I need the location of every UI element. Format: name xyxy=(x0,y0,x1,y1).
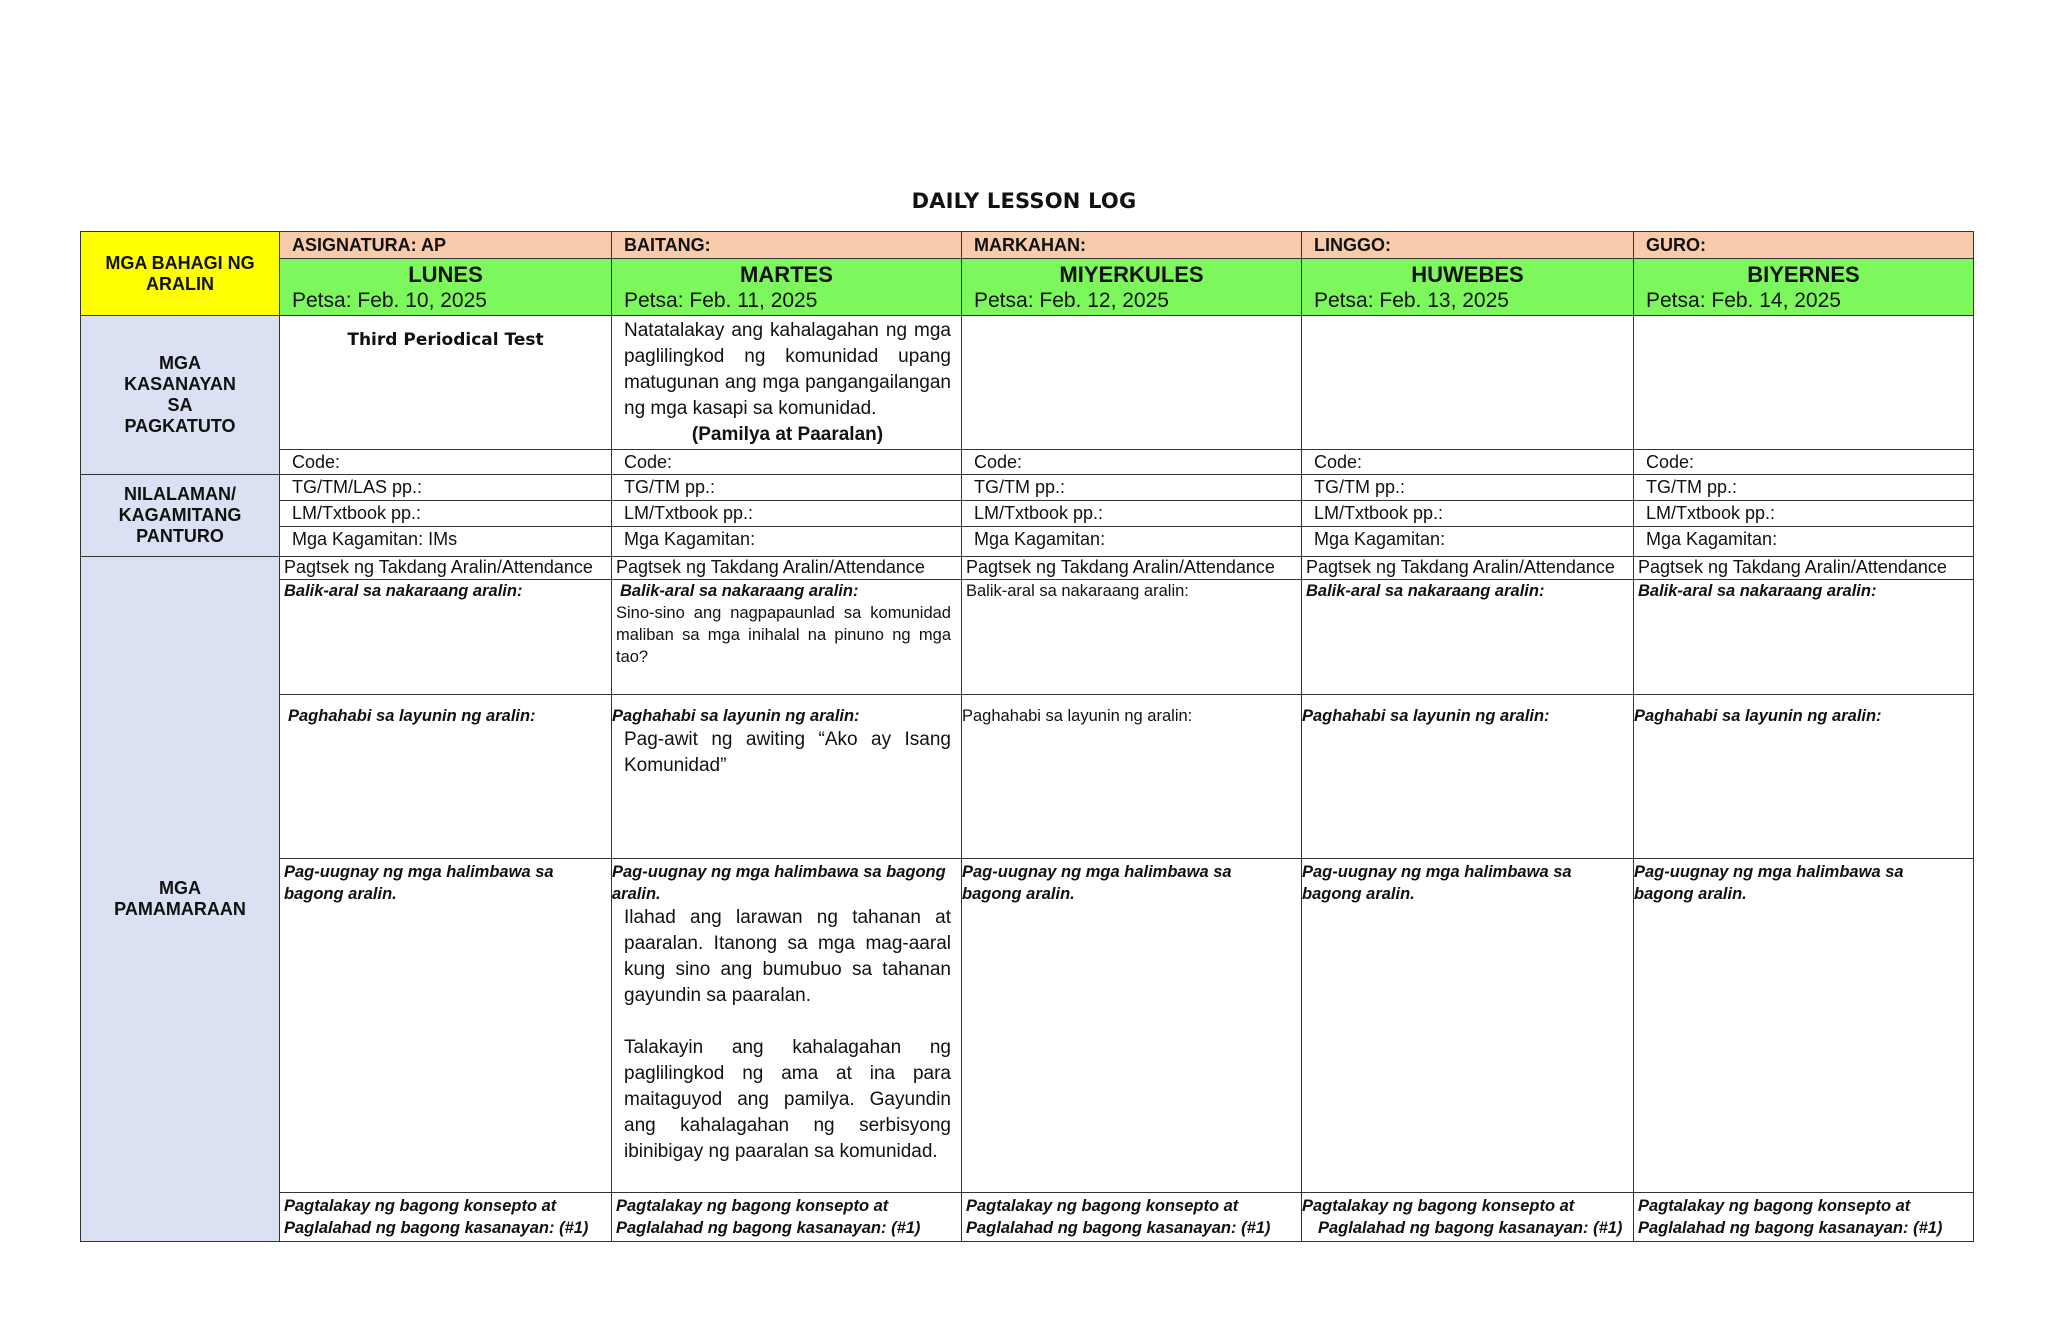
tg-lunes: TG/TM/LAS pp.: xyxy=(280,475,612,501)
paghahabi-huwebes xyxy=(1302,695,1634,859)
day-name: LUNES xyxy=(408,262,483,287)
section-line: MGA xyxy=(159,353,201,373)
pag-uugnay-paragraph-2: Talakayin ang kahalagahan ng paglilingkod ng ama at ina para maitaguyod ang pamilya. Gayundin ang kahalagahan ng serbisyong ibinibigay ng paaralan sa komunidad. xyxy=(624,1037,951,1162)
pagtsek-miyerkules: Pagtsek ng Takdang Aralin/Attendance xyxy=(962,557,1302,580)
day-date: Petsa: Feb. 13, 2025 xyxy=(1314,289,1509,312)
pag-uugnay-huwebes xyxy=(1302,859,1634,1193)
code-biyernes: Code: xyxy=(1634,450,1974,475)
kasanayan-martes xyxy=(612,316,962,450)
balik-aral-huwebes xyxy=(1302,580,1634,695)
paghahabi-label: Paghahabi sa layunin ng aralin: xyxy=(288,707,536,725)
pagtalakay-line-1: Pagtalakay ng bagong konsepto at xyxy=(966,1197,1239,1215)
pagtalakay-line-2: Paglalahad ng bagong kasanayan: (#1) xyxy=(1318,1219,1623,1237)
balik-aral-label: Balik-aral sa nakaraang aralin: xyxy=(620,582,859,600)
pagtalakay-martes xyxy=(612,1193,962,1242)
day-name: HUWEBES xyxy=(1411,262,1524,287)
kasanayan-subtitle: (Pamilya at Paaralan) xyxy=(691,424,884,445)
day-name: MARTES xyxy=(740,262,833,287)
paghahabi-activity: Pag-awit ng awiting “Ako ay Isang Komunidad” xyxy=(624,729,951,776)
code-lunes: Code: xyxy=(280,450,612,475)
balik-aral-label: Balik-aral sa nakaraang aralin: xyxy=(1306,582,1545,600)
day-date: Petsa: Feb. 10, 2025 xyxy=(292,289,487,312)
day-martes xyxy=(612,259,962,316)
tg-martes: TG/TM pp.: xyxy=(612,475,962,501)
header-asignatura: ASIGNATURA: AP xyxy=(280,232,612,259)
pagtsek-huwebes: Pagtsek ng Takdang Aralin/Attendance xyxy=(1302,557,1634,580)
third-periodical-test: Third Periodical Test xyxy=(347,330,544,350)
pagtalakay-biyernes xyxy=(1634,1193,1974,1242)
pagtsek-martes: Pagtsek ng Takdang Aralin/Attendance xyxy=(612,557,962,580)
pag-uugnay-miyerkules xyxy=(962,859,1302,1193)
kasanayan-miyerkules xyxy=(962,316,1302,450)
pag-uugnay-label: Pag-uugnay ng mga halimbawa sa bagong aralin. xyxy=(962,863,1232,903)
corner-cell xyxy=(81,232,280,316)
pag-uugnay-lunes xyxy=(280,859,612,1193)
paghahabi-martes xyxy=(612,695,962,859)
code-martes: Code: xyxy=(612,450,962,475)
kasanayan-biyernes xyxy=(1634,316,1974,450)
balik-aral-question: Sino-sino ang nagpapaunlad sa komunidad maliban sa mga inihalal na pinuno ng mga tao? xyxy=(616,604,951,666)
tg-biyernes: TG/TM pp.: xyxy=(1634,475,1974,501)
pagtalakay-line-1: Pagtalakay ng bagong konsepto at xyxy=(1302,1197,1575,1215)
pagtalakay-miyerkules xyxy=(962,1193,1302,1242)
tg-huwebes: TG/TM pp.: xyxy=(1302,475,1634,501)
section-line: KASANAYAN xyxy=(124,374,236,394)
balik-aral-label: Balik-aral sa nakaraang aralin: xyxy=(284,582,523,600)
section-nilalaman xyxy=(81,475,280,557)
pag-uugnay-label: Pag-uugnay ng mga halimbawa sa bagong aralin. xyxy=(1302,863,1572,903)
lm-lunes: LM/Txtbook pp.: xyxy=(280,501,612,527)
paghahabi-biyernes xyxy=(1634,695,1974,859)
pagtalakay-line-2: Paglalahad ng bagong kasanayan: (#1) xyxy=(616,1219,921,1237)
balik-aral-martes xyxy=(612,580,962,695)
page-title: DAILY LESSON LOG xyxy=(911,189,1137,213)
header-guro: GURO: xyxy=(1634,232,1974,259)
day-name: MIYERKULES xyxy=(1059,262,1204,287)
day-date: Petsa: Feb. 14, 2025 xyxy=(1646,289,1841,312)
kagamitan-lunes: Mga Kagamitan: IMs xyxy=(280,527,612,557)
kagamitan-miyerkules: Mga Kagamitan: xyxy=(962,527,1302,557)
pagtalakay-lunes xyxy=(280,1193,612,1242)
balik-aral-miyerkules xyxy=(962,580,1302,695)
lm-martes: LM/Txtbook pp.: xyxy=(612,501,962,527)
paghahabi-label: Paghahabi sa layunin ng aralin: xyxy=(612,707,860,725)
tg-miyerkules: TG/TM pp.: xyxy=(962,475,1302,501)
pagtalakay-line-2: Paglalahad ng bagong kasanayan: (#1) xyxy=(966,1219,1271,1237)
day-biyernes xyxy=(1634,259,1974,316)
kagamitan-huwebes: Mga Kagamitan: xyxy=(1302,527,1634,557)
code-miyerkules: Code: xyxy=(962,450,1302,475)
section-line: PANTURO xyxy=(136,526,224,546)
lm-miyerkules: LM/Txtbook pp.: xyxy=(962,501,1302,527)
kasanayan-text: Natatalakay ang kahalagahan ng mga paglilingkod ng komunidad upang matugunan ang mga pangangailangan ng mga kasapi sa komunidad. xyxy=(624,320,951,419)
section-line: SA xyxy=(167,395,193,415)
header-linggo: LINGGO: xyxy=(1302,232,1634,259)
lm-biyernes: LM/Txtbook pp.: xyxy=(1634,501,1974,527)
pagtalakay-line-1: Pagtalakay ng bagong konsepto at xyxy=(284,1197,557,1215)
balik-aral-label: Balik-aral sa nakaraang aralin: xyxy=(966,582,1189,600)
pagtalakay-line-1: Pagtalakay ng bagong konsepto at xyxy=(1638,1197,1911,1215)
pagtsek-biyernes: Pagtsek ng Takdang Aralin/Attendance xyxy=(1634,557,1974,580)
paghahabi-label: Paghahabi sa layunin ng aralin: xyxy=(1302,707,1550,725)
pag-uugnay-label: Pag-uugnay ng mga halimbawa sa bagong aralin. xyxy=(612,863,946,903)
section-pamamaraan xyxy=(81,557,280,1242)
paghahabi-label: Paghahabi sa layunin ng aralin: xyxy=(1634,707,1882,725)
day-huwebes xyxy=(1302,259,1634,316)
day-miyerkules xyxy=(962,259,1302,316)
kasanayan-lunes xyxy=(280,316,612,450)
section-line: KAGAMITANG xyxy=(118,505,242,525)
paghahabi-miyerkules xyxy=(962,695,1302,859)
section-line: PAGKATUTO xyxy=(124,416,236,436)
pag-uugnay-paragraph-1: Ilahad ang larawan ng tahanan at paaralan. Itanong sa mga mag-aaral kung sino ang bumubuo sa tahanan gayundin sa paaralan. xyxy=(624,907,951,1006)
paghahabi-lunes xyxy=(280,695,612,859)
day-lunes xyxy=(280,259,612,316)
kagamitan-martes: Mga Kagamitan: xyxy=(612,527,962,557)
balik-aral-biyernes xyxy=(1634,580,1974,695)
day-name: BIYERNES xyxy=(1747,262,1860,287)
header-baitang: BAITANG: xyxy=(612,232,962,259)
section-kasanayan xyxy=(81,316,280,475)
day-date: Petsa: Feb. 11, 2025 xyxy=(624,289,818,312)
header-markahan: MARKAHAN: xyxy=(962,232,1302,259)
pag-uugnay-martes xyxy=(612,859,962,1193)
corner-label: MGA BAHAGI NG ARALIN xyxy=(105,252,255,294)
section-line: NILALAMAN/ xyxy=(124,484,236,504)
lm-huwebes: LM/Txtbook pp.: xyxy=(1302,501,1634,527)
pagtalakay-line-2: Paglalahad ng bagong kasanayan: (#1) xyxy=(1638,1219,1943,1237)
pag-uugnay-biyernes xyxy=(1634,859,1974,1193)
balik-aral-label: Balik-aral sa nakaraang aralin: xyxy=(1638,582,1877,600)
daily-lesson-log-table xyxy=(80,231,1974,1242)
pagtalakay-line-2: Paglalahad ng bagong kasanayan: (#1) xyxy=(284,1219,589,1237)
pagtalakay-huwebes xyxy=(1302,1193,1634,1242)
day-date: Petsa: Feb. 12, 2025 xyxy=(974,289,1169,312)
balik-aral-lunes xyxy=(280,580,612,695)
section-line: PAMAMARAAN xyxy=(114,899,246,919)
pag-uugnay-label: Pag-uugnay ng mga halimbawa sa bagong aralin. xyxy=(1634,863,1904,903)
kasanayan-huwebes xyxy=(1302,316,1634,450)
pagtsek-lunes: Pagtsek ng Takdang Aralin/Attendance xyxy=(280,557,612,580)
pagtalakay-line-1: Pagtalakay ng bagong konsepto at xyxy=(616,1197,889,1215)
section-line: MGA xyxy=(159,878,201,898)
kagamitan-biyernes: Mga Kagamitan: xyxy=(1634,527,1974,557)
paghahabi-label: Paghahabi sa layunin ng aralin: xyxy=(962,707,1193,725)
code-huwebes: Code: xyxy=(1302,450,1634,475)
pag-uugnay-label: Pag-uugnay ng mga halimbawa sa bagong aralin. xyxy=(284,863,554,903)
